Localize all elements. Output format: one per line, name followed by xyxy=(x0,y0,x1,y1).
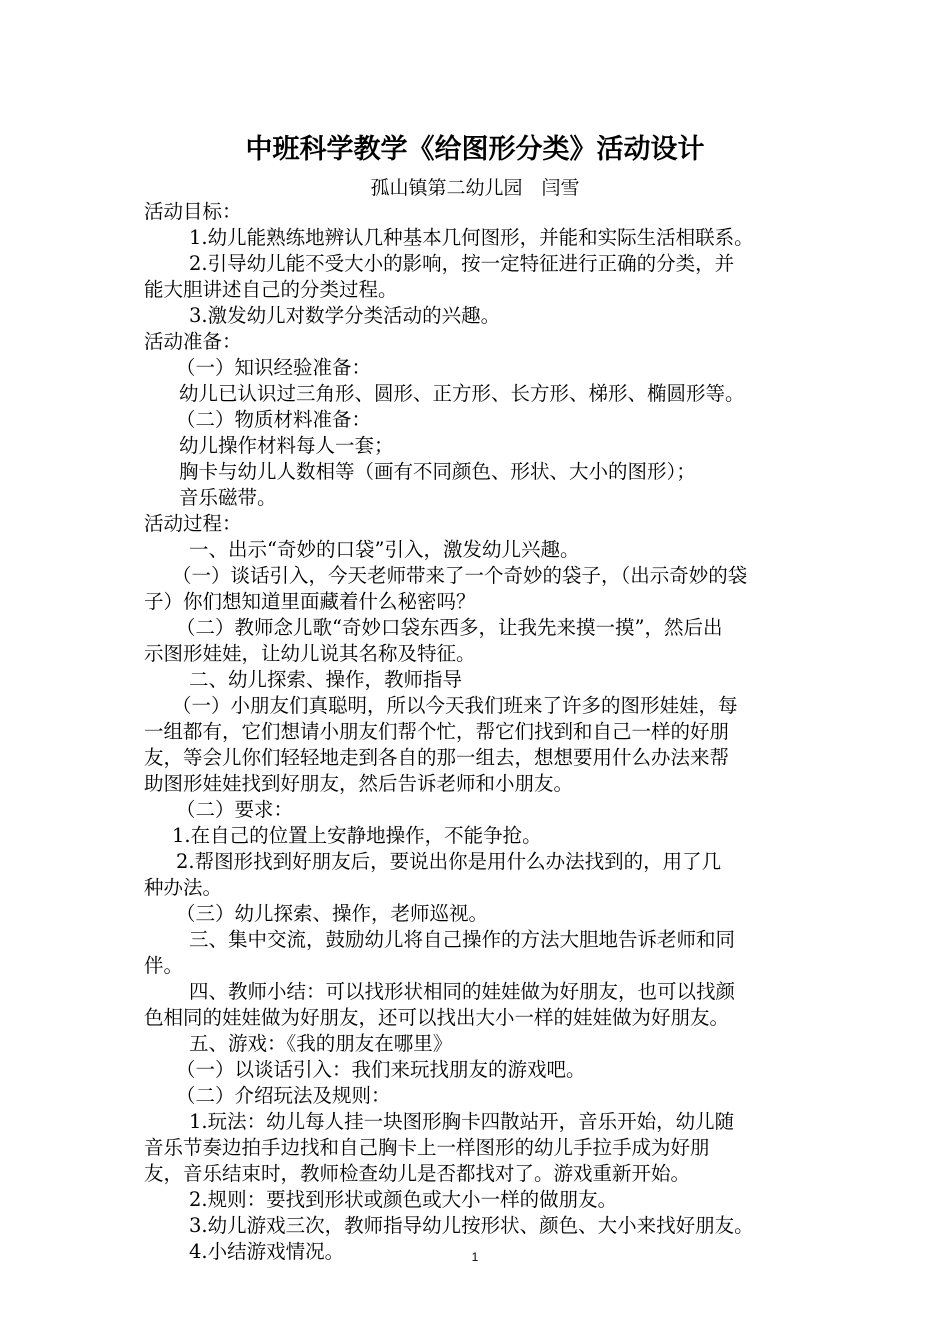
text-line: 3.幼儿游戏三次，教师指导幼儿按形状、颜色、大小来找好朋友。 xyxy=(189,1214,754,1237)
text-line: 活动目标： xyxy=(144,200,242,223)
text-line: （一）知识经验准备： xyxy=(176,356,372,379)
text-line: （二）物质材料准备： xyxy=(176,408,372,431)
text-line: 伴。 xyxy=(144,954,184,977)
text-line: （二）教师念儿歌“奇妙口袋东西多，让我先来摸一摸”，然后出 xyxy=(176,616,723,639)
text-line: （一）小朋友们真聪明，所以今天我们班来了许多的图形娃娃，每 xyxy=(172,694,738,717)
text-line: 1.幼儿能熟练地辨认几种基本几何图形，并能和实际生活相联系。 xyxy=(189,226,754,249)
document-body xyxy=(144,199,820,1265)
text-line: （三）幼儿探索、操作，老师巡视。 xyxy=(176,902,489,925)
text-line: 友，音乐结束时，教师检查幼儿是否都找对了。游戏重新开始。 xyxy=(144,1162,691,1185)
text-line: 友，等会儿你们轻轻地走到各自的那一组去，想想要用什么办法来帮 xyxy=(144,746,730,769)
text-line: 音乐磁带。 xyxy=(179,486,277,509)
text-line: 五、游戏：《我的朋友在哪里》 xyxy=(189,1032,453,1055)
text-line: 胸卡与幼儿人数相等（画有不同颜色、形状、大小的图形）； xyxy=(179,460,696,483)
text-line: （二）介绍玩法及规则： xyxy=(176,1084,391,1107)
text-line: 2.规则：要找到形状或颜色或大小一样的做朋友。 xyxy=(189,1188,618,1211)
text-line: （二）要求： xyxy=(176,798,294,821)
text-line: 2.帮图形找到好朋友后，要说出你是用什么办法找到的，用了几 xyxy=(176,850,722,873)
text-line: 活动准备： xyxy=(144,330,242,353)
text-line: 活动过程： xyxy=(144,512,242,535)
text-line: 子）你们想知道里面藏着什么秘密吗？ xyxy=(144,590,476,613)
text-line: 1.玩法：幼儿每人挂一块图形胸卡四散站开，音乐开始，幼儿随 xyxy=(189,1110,735,1133)
text-line: 3.激发幼儿对数学分类活动的兴趣。 xyxy=(189,304,501,327)
text-line: 助图形娃娃找到好朋友，然后告诉老师和小朋友。 xyxy=(144,772,574,795)
text-line: 音乐节奏边拍手边找和自己胸卡上一样图形的幼儿手拉手成为好朋 xyxy=(144,1136,710,1159)
text-line: 四、教师小结：可以找形状相同的娃娃做为好朋友，也可以找颜 xyxy=(189,980,736,1003)
document-title: 中班科学教学《给图形分类》活动设计 xyxy=(245,134,705,165)
text-line: 一组都有，它们想请小朋友们帮个忙，帮它们找到和自己一样的好朋 xyxy=(144,720,730,743)
text-line: 一、出示“奇妙的口袋”引入，激发幼儿兴趣。 xyxy=(189,538,580,561)
text-line: （一）以谈话引入：我们来玩找朋友的游戏吧。 xyxy=(176,1058,586,1081)
text-line: （一）谈话引入，今天老师带来了一个奇妙的袋子，（出示奇妙的袋 xyxy=(172,564,748,587)
text-line: 1.在自己的位置上安静地操作，不能争抢。 xyxy=(172,824,542,847)
page-number: 1 xyxy=(471,1250,479,1264)
text-line: 三、集中交流，鼓励幼儿将自己操作的方法大胆地告诉老师和同 xyxy=(189,928,736,951)
text-line: 二、幼儿探索、操作，教师指导 xyxy=(189,668,463,691)
text-line: 幼儿操作材料每人一套； xyxy=(179,434,394,457)
text-line: 幼儿已认识过三角形、圆形、正方形、长方形、梯形、椭圆形等。 xyxy=(179,382,745,405)
document-subtitle: 孤山镇第二幼儿园 闫雪 xyxy=(370,177,580,199)
text-line: 2.引导幼儿能不受大小的影响，按一定特征进行正确的分类，并 xyxy=(189,252,735,275)
text-line: 种办法。 xyxy=(144,876,223,899)
text-line: 色相同的娃娃做为好朋友，还可以找出大小一样的娃娃做为好朋友。 xyxy=(144,1006,730,1029)
text-line: 示图形娃娃，让幼儿说其名称及特征。 xyxy=(144,642,476,665)
text-line: 4.小结游戏情况。 xyxy=(189,1240,345,1263)
text-line: 能大胆讲述自己的分类过程。 xyxy=(144,278,398,301)
